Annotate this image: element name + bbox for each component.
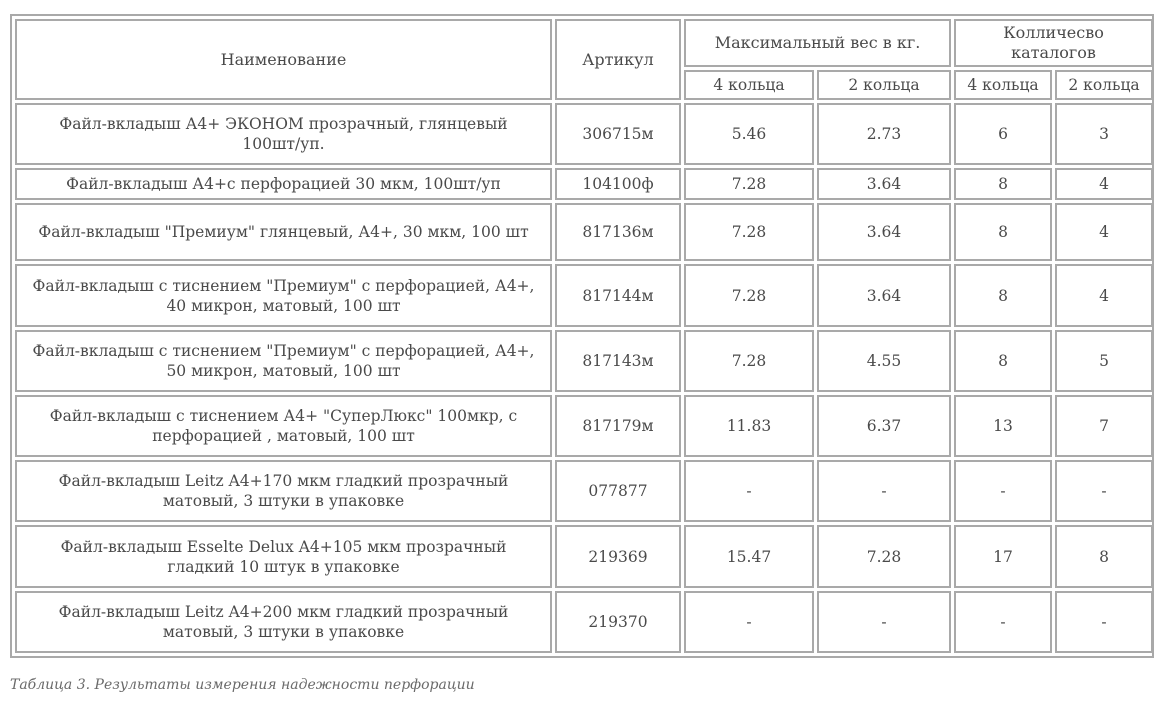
cell-name: Файл-вкладыш Esselte Delux A4+105 мкм прозрачный гладкий 10 штук в упаковке [15,525,552,587]
cell-count-2-rings: 4 [1055,203,1153,261]
cell-weight-4-rings: - [684,591,814,653]
cell-article: 817179м [555,395,681,457]
header-count-4-rings: 4 кольца [954,70,1052,100]
cell-count-4-rings: 17 [954,525,1052,587]
cell-count-2-rings: 5 [1055,330,1153,392]
cell-weight-4-rings: - [684,460,814,522]
cell-count-4-rings: - [954,460,1052,522]
table-row [15,525,1153,587]
table-row [15,395,1153,457]
cell-weight-2-rings: - [817,591,951,653]
cell-count-4-rings: 13 [954,395,1052,457]
cell-count-2-rings: 4 [1055,264,1153,326]
cell-count-2-rings: 8 [1055,525,1153,587]
perforation-results-table-frame [10,14,1154,658]
table-row [15,591,1153,653]
cell-weight-4-rings: 11.83 [684,395,814,457]
cell-weight-2-rings: - [817,460,951,522]
cell-count-2-rings: 4 [1055,168,1153,200]
table-row [15,330,1153,392]
cell-weight-2-rings: 3.64 [817,264,951,326]
cell-article: 219369 [555,525,681,587]
cell-article: 077877 [555,460,681,522]
cell-name: Файл-вкладыш Leitz A4+170 мкм гладкий прозрачный матовый, 3 штуки в упаковке [15,460,552,522]
cell-count-2-rings: 3 [1055,103,1153,165]
cell-weight-2-rings: 3.64 [817,168,951,200]
cell-weight-4-rings: 15.47 [684,525,814,587]
cell-name: Файл-вкладыш с тиснением "Премиум" с перфорацией, А4+, 50 микрон, матовый, 100 шт [15,330,552,392]
cell-count-4-rings: 8 [954,264,1052,326]
cell-name: Файл-вкладыш "Премиум" глянцевый, А4+, 30 мкм, 100 шт [15,203,552,261]
cell-weight-2-rings: 2.73 [817,103,951,165]
cell-count-4-rings: 6 [954,103,1052,165]
header-name: Наименование [15,19,552,100]
table-row [15,460,1153,522]
cell-name: Файл-вкладыш А4+с перфорацией 30 мкм, 100шт/уп [15,168,552,200]
cell-article: 104100ф [555,168,681,200]
cell-weight-4-rings: 7.28 [684,330,814,392]
header-weight-2-rings: 2 кольца [817,70,951,100]
cell-article: 306715м [555,103,681,165]
table-row [15,264,1153,326]
header-max-weight: Максимальный вес в кг. [684,19,951,67]
cell-article: 817136м [555,203,681,261]
cell-count-2-rings: - [1055,591,1153,653]
cell-article: 219370 [555,591,681,653]
table-caption: Таблица 3. Результаты измерения надежности перфорации [10,677,475,693]
cell-weight-2-rings: 7.28 [817,525,951,587]
cell-count-4-rings: 8 [954,168,1052,200]
cell-name: Файл-вкладыш с тиснением А4+ "СуперЛюкс" 100мкр, с перфорацией , матовый, 100 шт [15,395,552,457]
cell-weight-2-rings: 4.55 [817,330,951,392]
cell-weight-4-rings: 7.28 [684,203,814,261]
cell-weight-4-rings: 5.46 [684,103,814,165]
table-row [15,103,1153,165]
perforation-results-table [12,16,1156,656]
cell-weight-2-rings: 6.37 [817,395,951,457]
header-article: Артикул [555,19,681,100]
cell-name: Файл-вкладыш с тиснением "Премиум" с перфорацией, А4+, 40 микрон, матовый, 100 шт [15,264,552,326]
cell-weight-4-rings: 7.28 [684,168,814,200]
header-catalog-count: Колличесво каталогов [954,19,1153,67]
header-count-2-rings: 2 кольца [1055,70,1153,100]
cell-name: Файл-вкладыш А4+ ЭКОНОМ прозрачный, глянцевый 100шт/уп. [15,103,552,165]
cell-count-2-rings: - [1055,460,1153,522]
cell-weight-2-rings: 3.64 [817,203,951,261]
cell-weight-4-rings: 7.28 [684,264,814,326]
table-row [15,168,1153,200]
cell-name: Файл-вкладыш Leitz A4+200 мкм гладкий прозрачный матовый, 3 штуки в упаковке [15,591,552,653]
cell-count-4-rings: - [954,591,1052,653]
cell-count-4-rings: 8 [954,330,1052,392]
cell-count-4-rings: 8 [954,203,1052,261]
table-row [15,203,1153,261]
cell-article: 817143м [555,330,681,392]
header-weight-4-rings: 4 кольца [684,70,814,100]
cell-count-2-rings: 7 [1055,395,1153,457]
cell-article: 817144м [555,264,681,326]
